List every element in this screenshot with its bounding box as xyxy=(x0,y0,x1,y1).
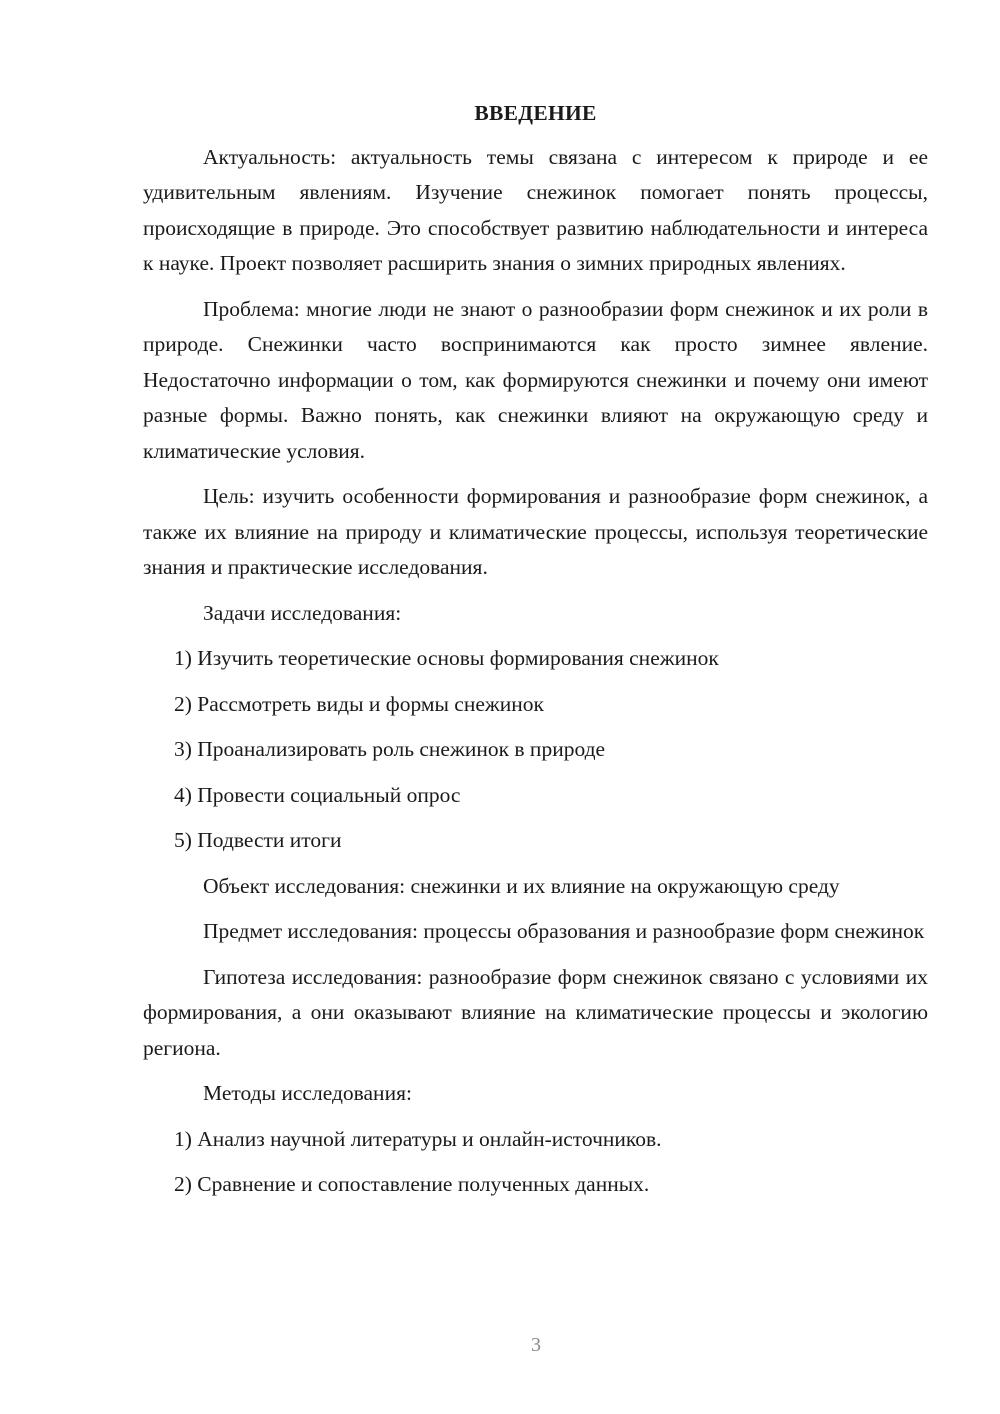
relevance-paragraph: Актуальность: актуальность темы связана с интересом к природе и ее удивительным явлениям. Изучение снежинок помогает понять процессы, происходящие в природе. Это способствует развитию наблюдательности и интереса к науке. Проект позволяет расширить знания о зимних природных явлениях. xyxy=(143,144,928,275)
goal-paragraph: Цель: изучить особенности формирования и разнообразие форм снежинок, а также их влияние на природу и климатические процессы, используя теоретические знания и практические исследования. xyxy=(143,484,928,579)
problem-paragraph: Проблема: многие люди не знают о разнообразии форм снежинок и их роли в природе. Снежинки часто воспринимаются как просто зимнее явление. Недостаточно информации о том, как формируются снежинки и почему они имеют разные формы. Важно понять, как снежинки влияют на окружающую среду и климатические условия. xyxy=(143,296,928,463)
method-item: 1) Анализ научной литературы и онлайн-источников. xyxy=(174,1126,662,1151)
hypothesis-paragraph: Гипотеза исследования: разнообразие форм снежинок связано с условиями их формирования, а они оказывают влияние на климатические процессы и экологию региона. xyxy=(143,964,928,1060)
methods-label: Методы исследования: xyxy=(203,1081,412,1105)
section-title: ВВЕДЕНИЕ xyxy=(474,101,597,125)
page-number: 3 xyxy=(531,1334,541,1356)
task-item: 1) Изучить теоретические основы формирования снежинок xyxy=(174,646,719,670)
method-item: 2) Сравнение и сопоставление полученных данных. xyxy=(174,1172,650,1196)
task-item: 5) Подвести итоги xyxy=(174,828,342,852)
page-content xyxy=(143,96,928,1213)
task-item: 2) Рассмотреть виды и формы снежинок xyxy=(174,691,544,716)
task-item: 4) Провести социальный опрос xyxy=(174,782,461,807)
task-item: 3) Проанализировать роль снежинок в природе xyxy=(174,737,606,761)
object-paragraph: Объект исследования: снежинки и их влияние на окружающую среду xyxy=(203,873,840,898)
tasks-label: Задачи исследования: xyxy=(203,600,402,625)
subject-paragraph: Предмет исследования: процессы образования и разнообразие форм снежинок xyxy=(203,919,925,943)
